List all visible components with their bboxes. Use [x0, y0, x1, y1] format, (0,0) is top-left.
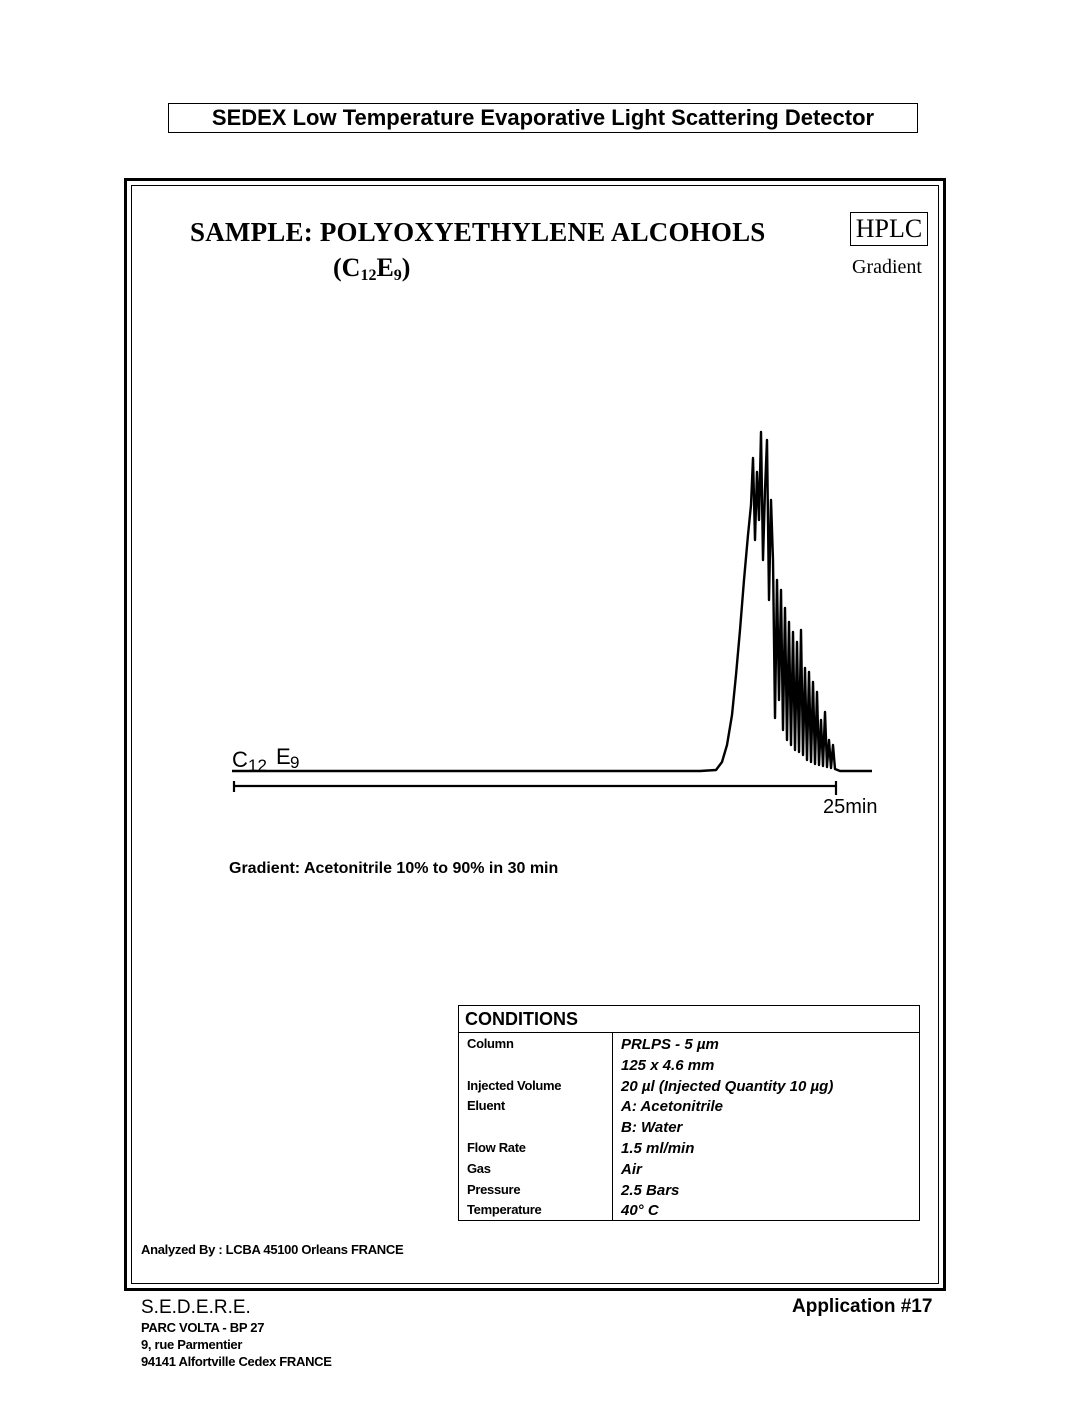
axis-tick-label-25min: 25min — [823, 796, 878, 818]
condition-label: Flow Rate — [467, 1140, 526, 1155]
conditions-table — [458, 1005, 920, 1221]
condition-label: Eluent — [467, 1098, 505, 1114]
condition-label: Injected Volume — [467, 1077, 562, 1093]
sample-title: SAMPLE: POLYOXYETHYLENE ALCOHOLS — [190, 217, 766, 247]
trace-label-c: C — [232, 747, 248, 772]
conditions-row — [459, 1078, 919, 1099]
condition-label: Gas — [467, 1160, 491, 1176]
condition-value: 40° C — [621, 1202, 659, 1220]
document-title: SEDEX Low Temperature Evaporative Light Scattering Detector — [168, 103, 918, 133]
condition-value: 2.5 Bars — [621, 1181, 680, 1199]
application-number: Application #17 — [792, 1296, 933, 1317]
company-name: S.E.D.E.R.E. — [141, 1297, 251, 1318]
conditions-row — [459, 1098, 919, 1119]
method-mode: Gradient — [852, 256, 922, 278]
formula-e: E — [376, 253, 394, 282]
condition-value: A: Acetonitrile — [621, 1098, 723, 1116]
conditions-header: CONDITIONS — [459, 1006, 919, 1033]
conditions-row — [459, 1119, 919, 1140]
formula-close: ) — [401, 253, 411, 282]
formula-sub-ethoxy: 9 — [393, 267, 402, 284]
conditions-row — [459, 1057, 919, 1078]
trace-label-e-sub: 9 — [290, 753, 300, 772]
condition-value: B: Water — [621, 1119, 683, 1137]
address-line: 94141 Alfortville Cedex FRANCE — [141, 1354, 332, 1369]
chromatogram-trace — [232, 432, 872, 771]
condition-label: Column — [467, 1036, 514, 1051]
condition-value: Air — [621, 1160, 642, 1178]
conditions-row — [459, 1202, 919, 1223]
condition-value: 1.5 ml/min — [621, 1140, 695, 1157]
address-line: 9, rue Parmentier — [141, 1337, 243, 1352]
formula-sub-carbon: 12 — [360, 267, 377, 284]
hplc-badge: HPLC — [850, 212, 928, 246]
condition-value: 125 x 4.6 mm — [621, 1056, 715, 1074]
condition-label: Temperature — [467, 1202, 542, 1218]
conditions-row — [459, 1036, 919, 1057]
condition-label: Pressure — [467, 1181, 521, 1197]
trace-label-e: E — [276, 744, 291, 769]
condition-value: 20 µl (Injected Quantity 10 µg) — [621, 1077, 834, 1095]
conditions-row — [459, 1161, 919, 1182]
trace-label-c-sub: 12 — [248, 756, 267, 775]
address-line: PARC VOLTA - BP 27 — [141, 1320, 265, 1335]
analyzed-by: Analyzed By : LCBA 45100 Orleans FRANCE — [141, 1242, 404, 1257]
gradient-note: Gradient: Acetonitrile 10% to 90% in 30 min — [229, 860, 559, 877]
conditions-row — [459, 1182, 919, 1203]
conditions-row — [459, 1140, 919, 1161]
formula-open: (C — [333, 253, 361, 282]
condition-value: PRLPS - 5 µm — [621, 1036, 719, 1053]
